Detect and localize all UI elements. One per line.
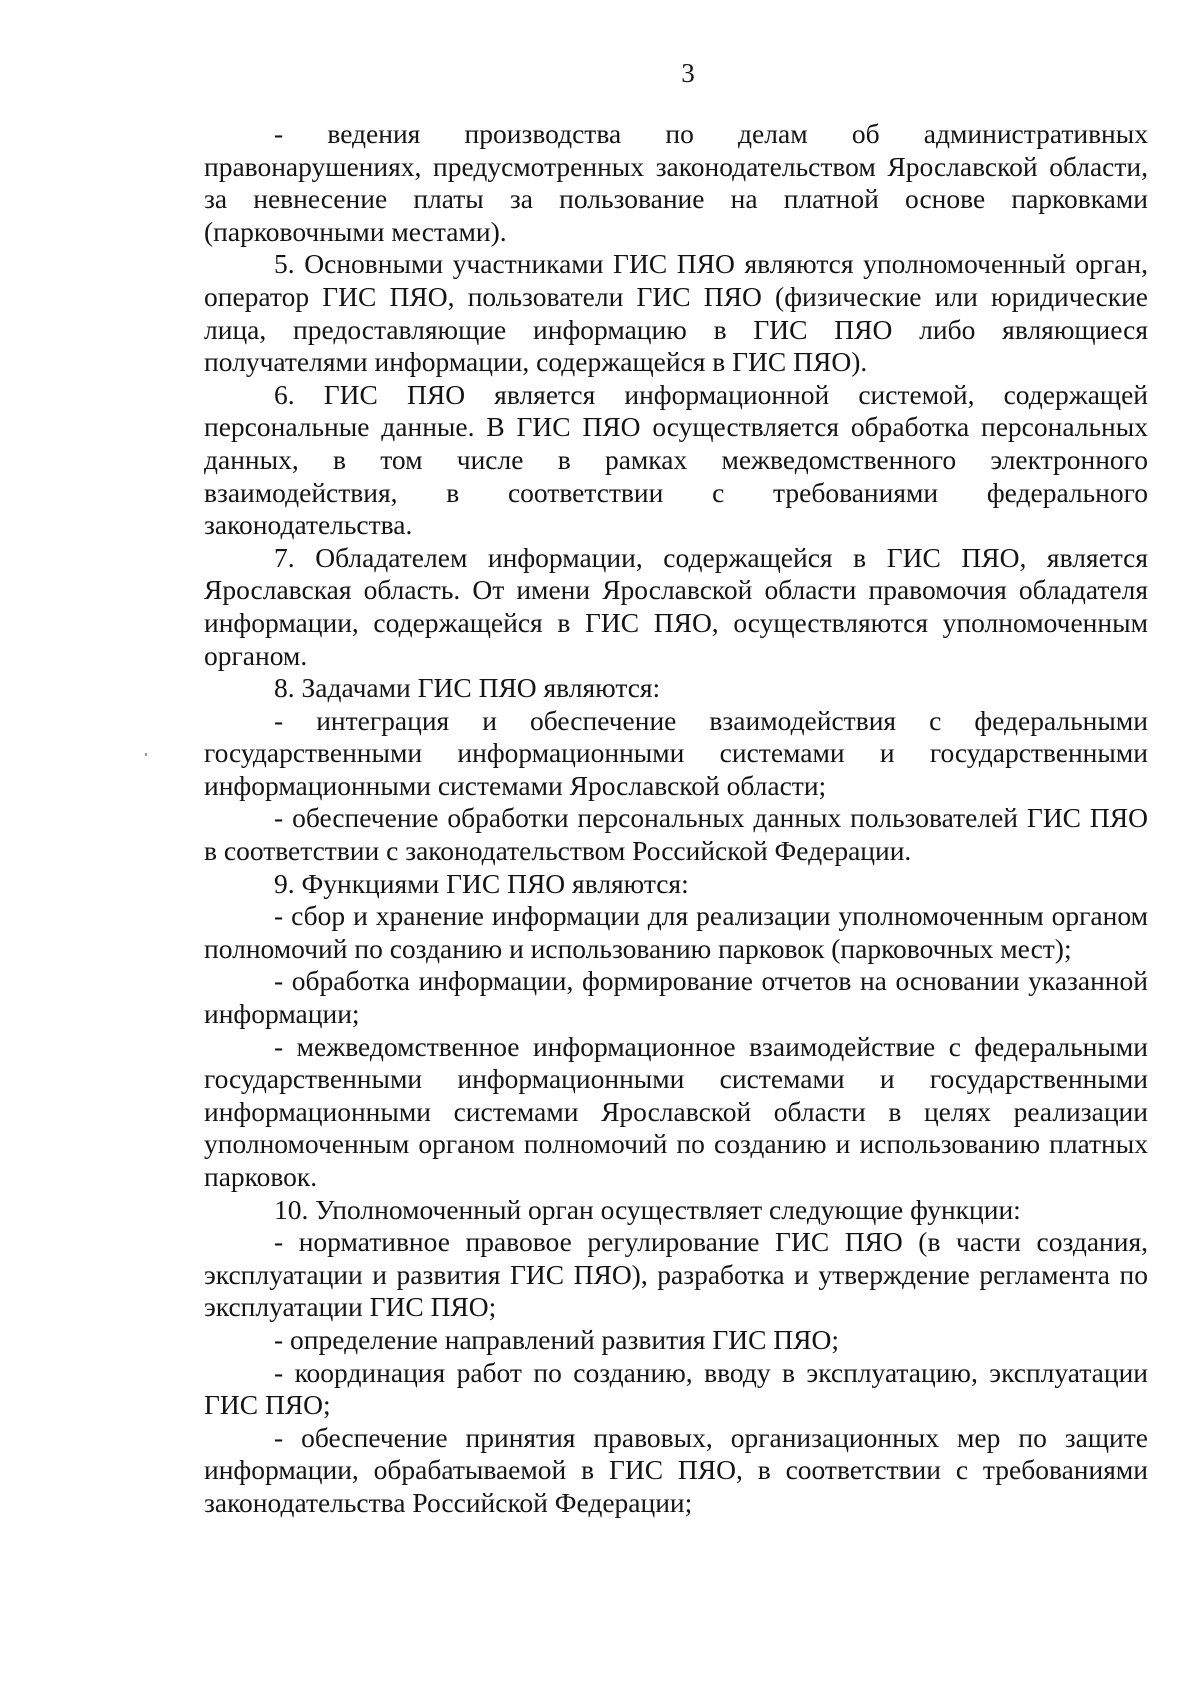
paragraph-9-function-reports: - обработка информации, формирование отчетов на основании указанной информации; bbox=[204, 965, 1148, 1030]
paragraph-8-tasks-heading: 8. Задачами ГИС ПЯО являются: bbox=[274, 672, 661, 704]
paragraph-10-regulation: - нормативное правовое регулирование ГИС ПЯО (в части создания, эксплуатации и развития ГИС ПЯО), разработка и утверждение регламента по эксплуатации ГИС ПЯО; bbox=[204, 1226, 1148, 1323]
paragraph-10-authority-heading: 10. Уполномоченный орган осуществляет следующие функции: bbox=[274, 1193, 1021, 1225]
paragraph-10-protection: - обеспечение принятия правовых, организационных мер по защите информации, обрабатываемой в ГИС ПЯО, в соответствии с требованиями законодательства Российской Федерации; bbox=[204, 1421, 1148, 1518]
paragraph-offense-proceedings: - ведения производства по делам об административных правонарушениях, предусмотренных законодательством Ярославской области, за невнесение платы за пользование на платной основе парковками (парковочными местами). bbox=[204, 118, 1148, 247]
paragraph-10-coordination: - координация работ по созданию, вводу в эксплуатацию, эксплуатации ГИС ПЯО; bbox=[204, 1356, 1148, 1421]
paragraph-5-participants: 5. Основными участниками ГИС ПЯО являются уполномоченный орган, оператор ГИС ПЯО, пользователи ГИС ПЯО (физические или юридические лица, предоставляющие информацию в ГИС ПЯО либо являющиеся получателями информации, содержащейся в ГИС ПЯО). bbox=[204, 248, 1148, 378]
page-number: 3 bbox=[681, 58, 695, 88]
paragraph-9-function-interaction: - межведомственное информационное взаимодействие с федеральными государственными информационными системами и государственными информационными системами Ярославской области в целях реализации уполномоченным органом полномочий по созданию и использованию платных парковок. bbox=[204, 1030, 1148, 1192]
paragraph-8-task-integration: - интеграция и обеспечение взаимодействия с федеральными государственными информационными системами и государственными информационными системами Ярославской области; bbox=[204, 704, 1148, 801]
paragraph-10-development: - определение направлений развития ГИС ПЯО; bbox=[274, 1323, 839, 1355]
margin-mark bbox=[145, 753, 147, 756]
paragraph-9-functions-heading: 9. Функциями ГИС ПЯО являются: bbox=[274, 867, 689, 899]
paragraph-6-personal-data: 6. ГИС ПЯО является информационной системой, содержащей персональные данные. В ГИС ПЯО осуществляется обработка персональных данных, в том числе в рамках межведомственного электронного взаимодействия, в соответствии с требованиями федерального законодательства. bbox=[204, 378, 1148, 541]
document-body bbox=[204, 118, 1148, 1520]
paragraph-9-function-collection: - сбор и хранение информации для реализации уполномоченным органом полномочий по созданию и использованию парковок (парковочных мест); bbox=[204, 900, 1148, 964]
paragraph-7-information-owner: 7. Обладателем информации, содержащейся в ГИС ПЯО, является Ярославская область. От имени Ярославской области правомочия обладателя информации, содержащейся в ГИС ПЯО, осуществляются уполномоченным органом. bbox=[204, 541, 1148, 671]
paragraph-8-task-data-processing: - обеспечение обработки персональных данных пользователей ГИС ПЯО в соответствии с законодательством Российской Федерации. bbox=[204, 802, 1148, 867]
